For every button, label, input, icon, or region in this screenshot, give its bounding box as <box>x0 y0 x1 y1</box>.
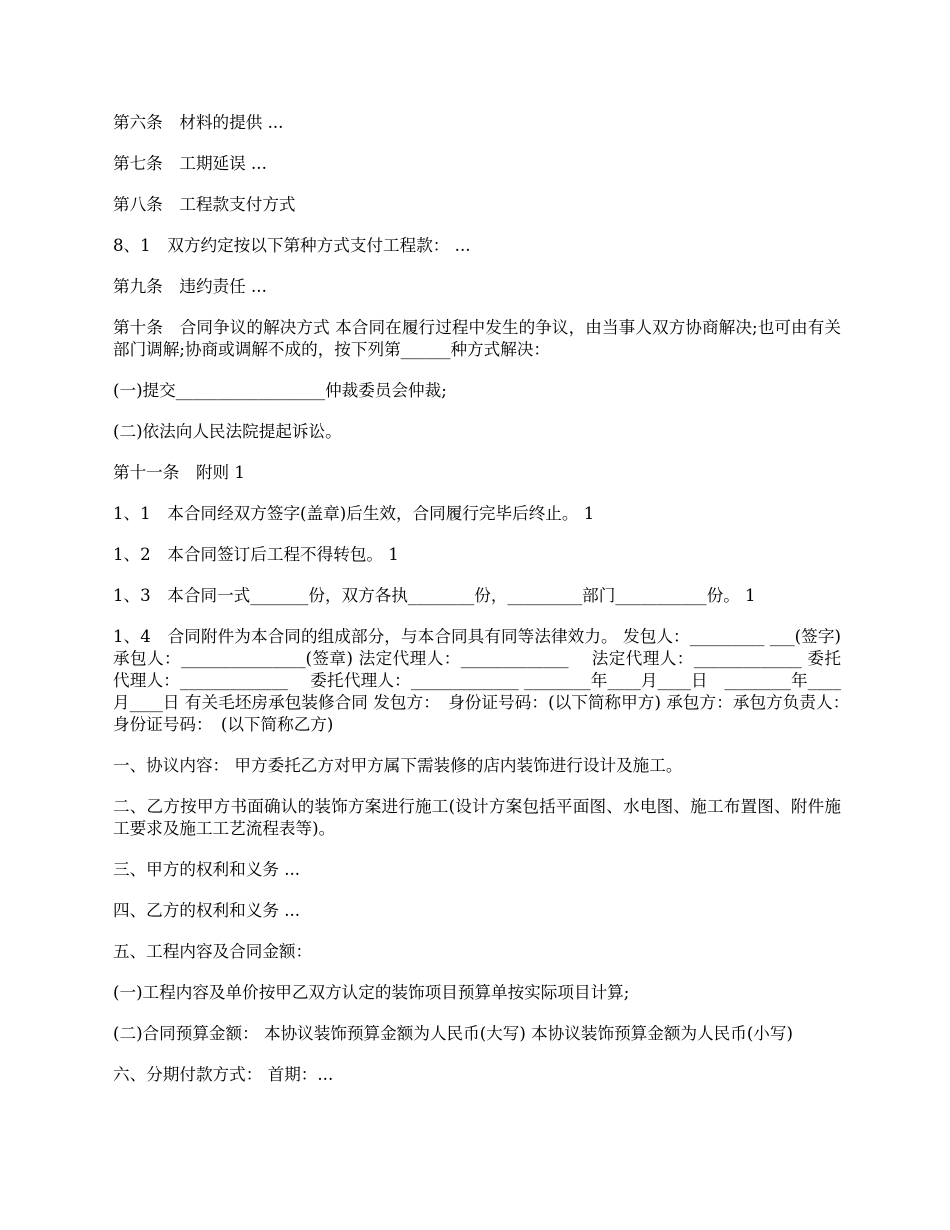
section-3-party-a: 三、甲方的权利和义务 ... <box>113 860 301 879</box>
section-5-item-1: (一)工程内容及单价按甲乙双方认定的装饰项目预算单按实际项目计算; <box>113 983 630 1002</box>
section-5-heading: 五、工程内容及合同金额： <box>113 942 313 961</box>
clause-1-3: 1、3 本合同一式_______份，双方各执________份，_________部门___________份。 1 <box>113 586 756 605</box>
document-page <box>113 112 858 1105</box>
section-2-construction: 二、乙方按甲方书面确认的装饰方案进行施工(设计方案包括平面图、水电图、施工布置图、附件施工要求及施工工艺流程表等)。 <box>113 797 841 838</box>
article-8-heading: 第八条 工程款支付方式 <box>113 195 296 214</box>
clause-8-1: 8、1 双方约定按以下第种方式支付工程款： ... <box>113 236 471 255</box>
dispute-option-2: (二)依法向人民法院提起诉讼。 <box>113 422 342 441</box>
article-11-heading: 第十一条 附则 1 <box>113 463 245 482</box>
dispute-option-1: (一)提交__________________仲裁委员会仲裁; <box>113 381 447 400</box>
section-6-payment: 六、分期付款方式： 首期：... <box>113 1065 334 1084</box>
section-5-item-2: (二)合同预算金额： 本协议装饰预算金额为人民币(大写) 本协议装饰预算金额为人民币(小写) <box>113 1024 793 1043</box>
article-9-heading: 第九条 违约责任 ... <box>113 277 267 296</box>
clause-1-1: 1、1 本合同经双方签字(盖章)后生效，合同履行完毕后终止。 1 <box>113 504 595 523</box>
article-7-heading: 第七条 工期延误 ... <box>113 154 267 173</box>
clause-1-4-signatures: 1、4 合同附件为本合同的组成部分，与本合同具有同等法律效力。 发包人：_________ ___(签字) 承包人：_______________(签章) 法定代理人：_____________ 法定代理人：_____________ 委托代理人：_____________ 委托代理人：_____________ ________年____月____日 ________年____月____日 有关毛坯房承包装修合同 发包方： 身份证号码：(以下简称甲方) 承包方：承包方负责人： 身份证号码： (以下简称乙方) <box>113 627 858 734</box>
section-4-party-b: 四、乙方的权利和义务 ... <box>113 901 301 920</box>
article-10-dispute: 第十条 合同争议的解决方式 本合同在履行过程中发生的争议，由当事人双方协商解决;也可由有关部门调解;协商或调解不成的，按下列第______种方式解决： <box>113 318 841 359</box>
article-6-heading: 第六条 材料的提供 ... <box>113 113 284 132</box>
clause-1-2: 1、2 本合同签订后工程不得转包。 1 <box>113 545 399 564</box>
section-1-agreement: 一、协议内容： 甲方委托乙方对甲方属下需装修的店内装饰进行设计及施工。 <box>113 756 683 775</box>
